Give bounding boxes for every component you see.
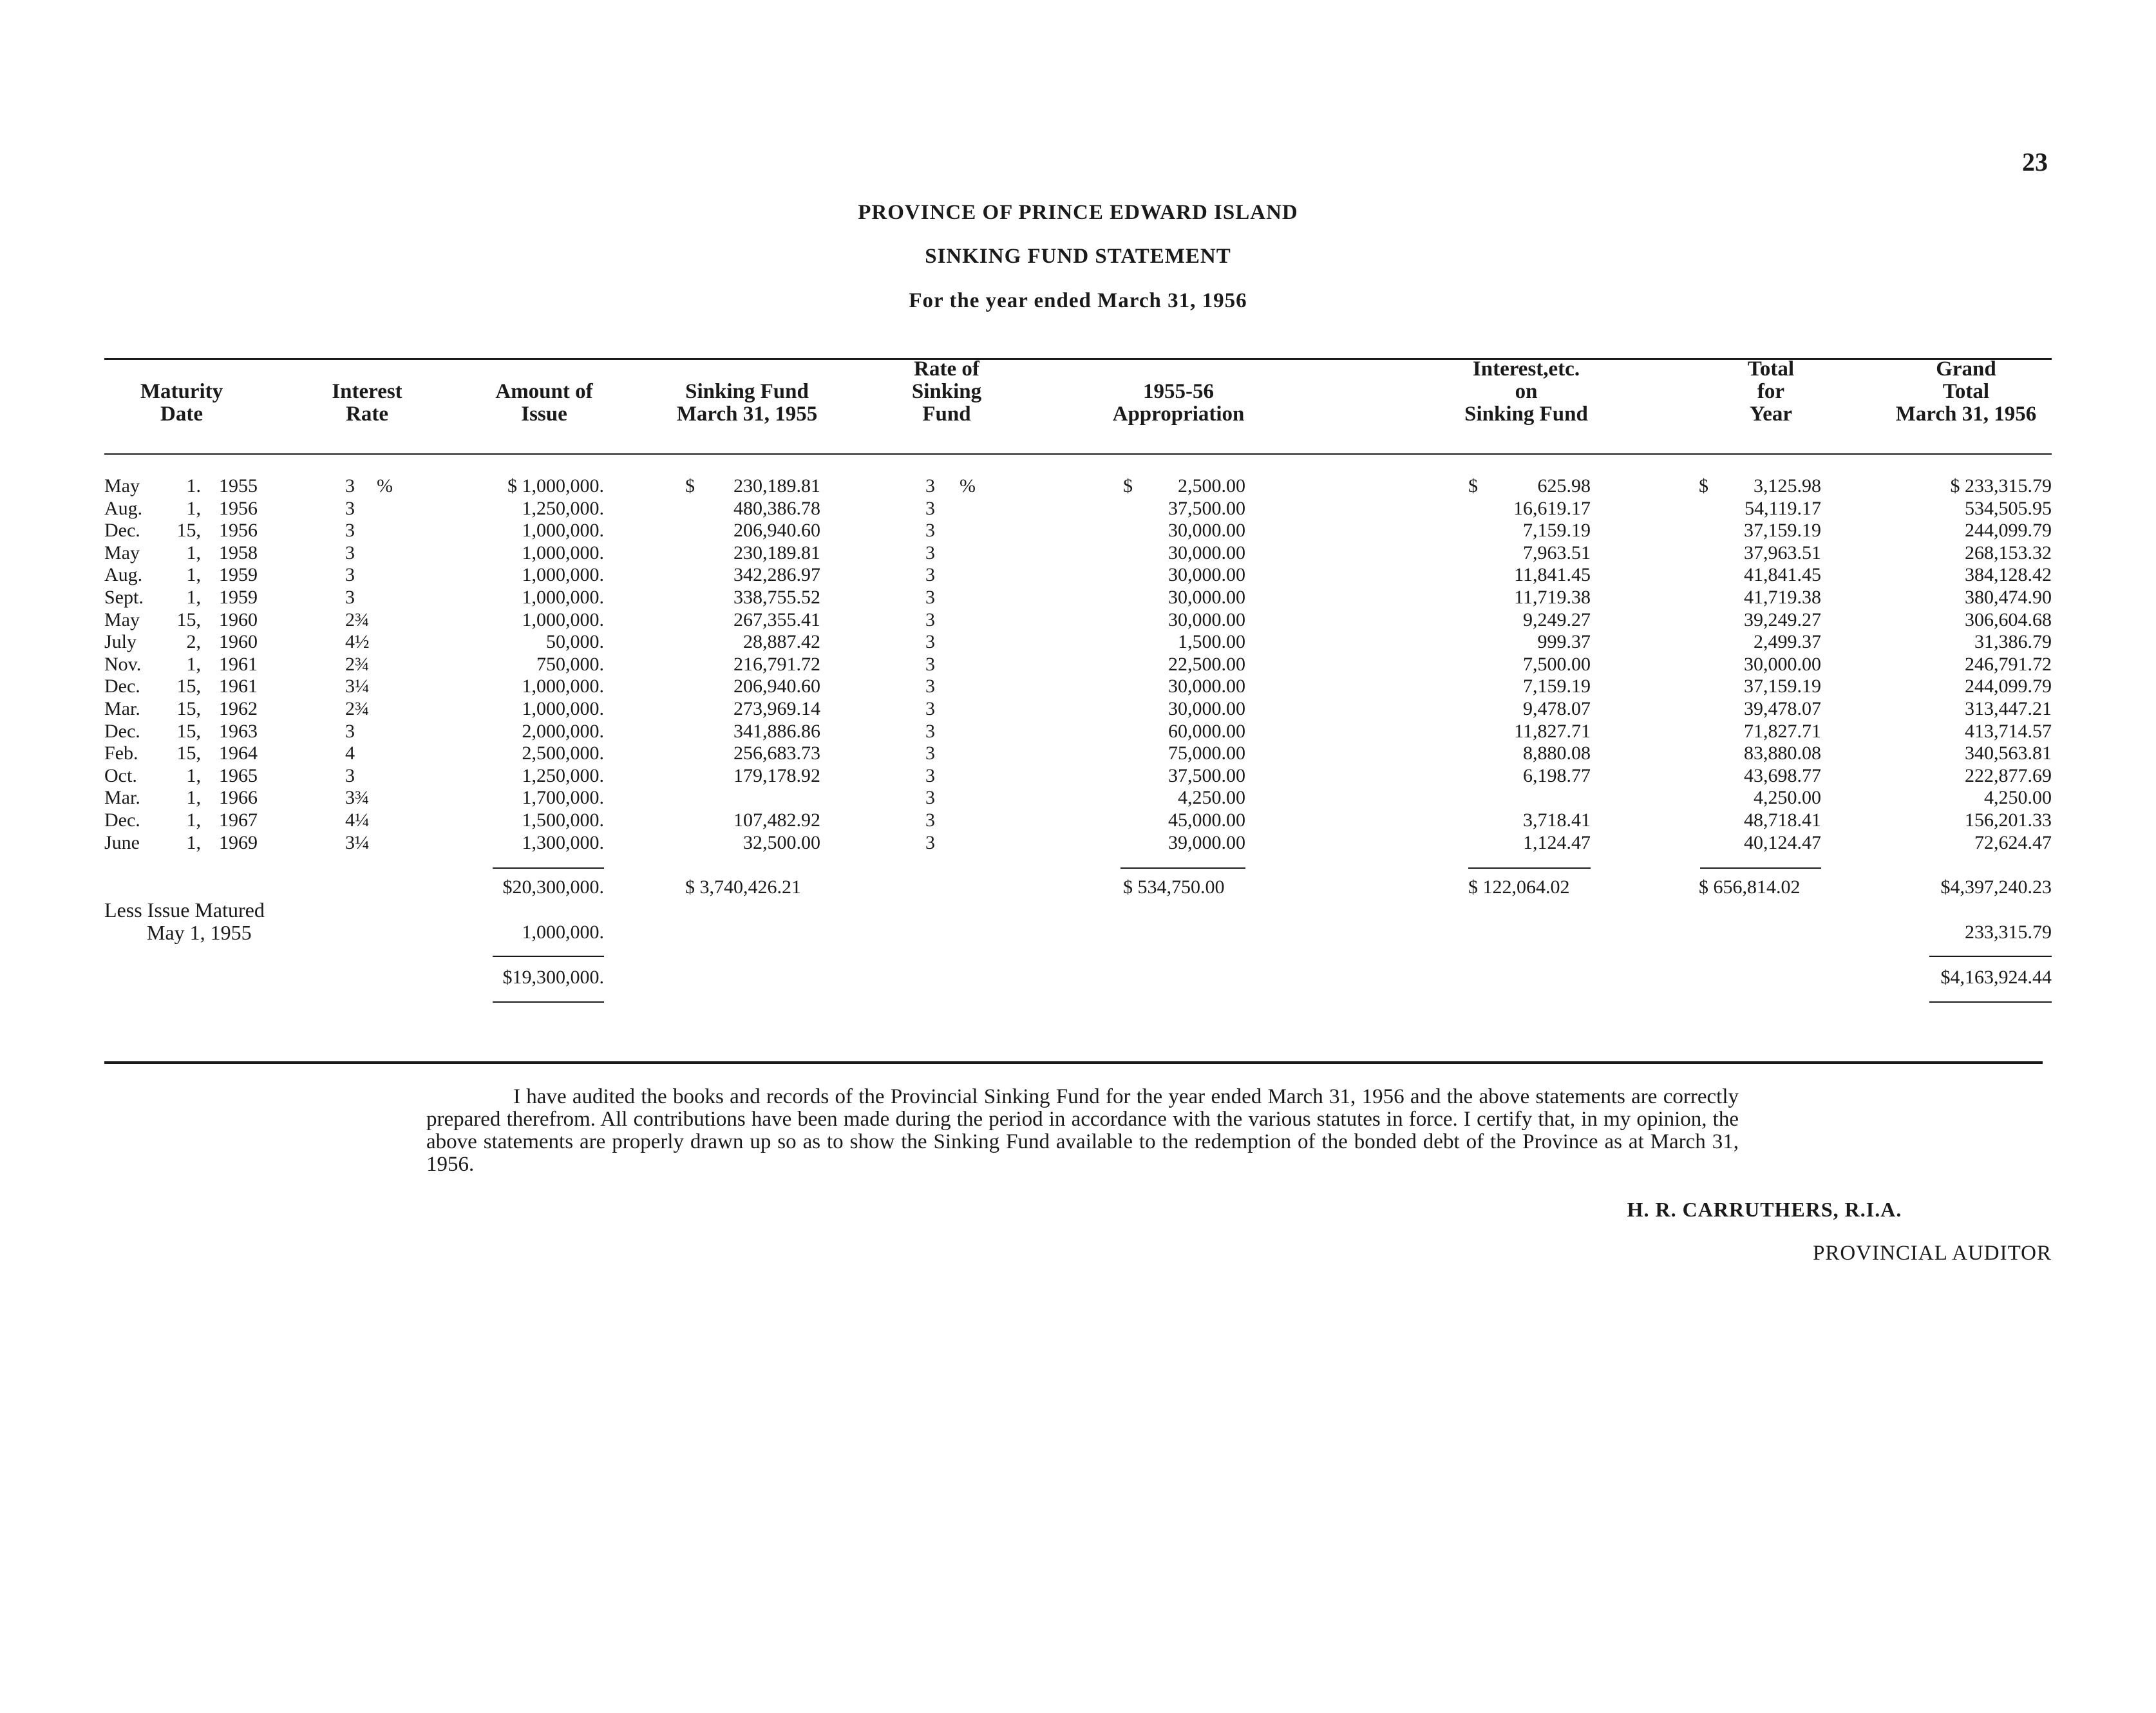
cell-amount: 1,700,000.: [522, 787, 604, 809]
interest-total-rule: [1468, 867, 1591, 869]
cell-day: 15,: [176, 720, 201, 742]
cell-rsf: 3: [925, 609, 935, 630]
cell-int: 7,159.19: [1523, 676, 1591, 697]
cell-year: 1963: [219, 720, 258, 742]
col-interest-on-sinking-fund: Interest,etc. on Sinking Fund: [1464, 357, 1588, 426]
cell-sf: 230,189.81: [733, 475, 820, 497]
cell-sf: 206,940.60: [733, 676, 820, 697]
cell-year: 1958: [219, 542, 258, 563]
net-amount-double-rule: [493, 1001, 604, 1003]
cell-int: 1,124.47: [1523, 831, 1591, 853]
page-number: 23: [2022, 147, 2048, 176]
cell-day: 1,: [186, 497, 201, 519]
cell-month: Mar.: [104, 698, 140, 719]
cell-rate: 3: [345, 720, 355, 742]
cell-rsf: 3: [925, 764, 935, 786]
auditor-title: PROVINCIAL AUDITOR: [1813, 1242, 2052, 1265]
cell-tot: 54,119.17: [1745, 497, 1821, 519]
certificate-text: I have audited the books and records of the Provincial Sinking Fund for the year ended March 31, 1956 and the above statements are correctly prepared therefrom. All contributions have been made during the period in accordance with the various statutes in force. I certify that, in my opinion, the above statements are properly drawn up so as to show the Sinking Fund available to the redemption of the bonded debt of the Province as at March 31, 1956.: [426, 1085, 1739, 1176]
col-maturity-date: Maturity Date: [140, 380, 223, 426]
total-appropriation: $ 534,750.00: [1123, 876, 1225, 898]
cell-sf: 480,386.78: [733, 497, 820, 519]
cell-sf: 216,791.72: [733, 653, 820, 675]
statement-title: SINKING FUND STATEMENT: [925, 245, 1231, 268]
cell-app: 30,000.00: [1168, 698, 1245, 719]
cell-sf: 206,940.60: [733, 520, 820, 542]
cell-app: 30,000.00: [1168, 676, 1245, 697]
cell-app-dollar: $: [1123, 475, 1133, 497]
cell-year: 1959: [219, 564, 258, 586]
cell-rsf: 3: [925, 809, 935, 831]
cell-gt: 244,099.79: [1965, 520, 2052, 542]
less-matured-amount: 1,000,000.: [522, 922, 604, 943]
less-matured-grand-total: 233,315.79: [1965, 922, 2052, 943]
cell-gt: 31,386.79: [1974, 631, 2052, 653]
net-grand-total: $4,163,924.44: [1940, 967, 2052, 988]
cell-app: 2,500.00: [1178, 475, 1245, 497]
year-total-rule: [1700, 867, 1821, 869]
cell-tot: 43,698.77: [1744, 764, 1821, 786]
cell-day: 1,: [186, 587, 201, 608]
cell-gt: 246,791.72: [1965, 653, 2052, 675]
period-subtitle: For the year ended March 31, 1956: [909, 289, 1247, 312]
cell-rate: 4: [345, 743, 355, 764]
cell-rsf: 3: [925, 743, 935, 764]
cell-amount: 1,000,000.: [522, 520, 604, 542]
cell-amount: 1,000,000.: [522, 676, 604, 697]
cell-int: 16,619.17: [1513, 497, 1591, 519]
cell-rate: 3: [345, 520, 355, 542]
cell-gt: 4,250.00: [1984, 787, 2052, 809]
less-matured-date: May 1, 1955: [147, 921, 252, 944]
net-grand-rule: [1929, 956, 2052, 957]
cell-gt: 72,624.47: [1974, 831, 2052, 853]
cell-rsf-pct: %: [960, 475, 976, 497]
cell-sf: 338,755.52: [733, 587, 820, 608]
cell-rate: 3¾: [345, 787, 370, 809]
col-total-for-year: Total for Year: [1747, 357, 1795, 426]
cell-sf: 341,886.86: [733, 720, 820, 742]
cell-int: 7,500.00: [1523, 653, 1591, 675]
cell-month: Dec.: [104, 520, 140, 542]
cell-rate: 3: [345, 542, 355, 563]
cell-rsf: 3: [925, 631, 935, 653]
cell-rate: 3: [345, 564, 355, 586]
cell-gt: 380,474.90: [1965, 587, 2052, 608]
cell-amount: 1,000,000.: [522, 587, 604, 608]
cell-month: Nov.: [104, 653, 142, 675]
cell-tot: 71,827.71: [1744, 720, 1821, 742]
cell-gt: $ 233,315.79: [1950, 475, 2052, 497]
cell-amount: 1,000,000.: [522, 542, 604, 563]
cell-month: Oct.: [104, 764, 137, 786]
cell-year: 1967: [219, 809, 258, 831]
cell-day: 15,: [176, 743, 201, 764]
cell-int: 7,963.51: [1523, 542, 1591, 563]
cell-app: 22,500.00: [1168, 653, 1245, 675]
cell-gt: 313,447.21: [1965, 698, 2052, 719]
less-matured-label: Less Issue Matured: [104, 898, 265, 922]
cell-tot: 39,249.27: [1744, 609, 1821, 630]
cell-amount: 1,300,000.: [522, 831, 604, 853]
cell-sf: 28,887.42: [743, 631, 820, 653]
cell-year: 1960: [219, 609, 258, 630]
cell-month: June: [104, 831, 140, 853]
cell-rsf: 3: [925, 698, 935, 719]
cell-rate: 3: [345, 587, 355, 608]
cell-year: 1956: [219, 497, 258, 519]
cell-month: Sept.: [104, 587, 144, 608]
cell-gt: 268,153.32: [1965, 542, 2052, 563]
cell-amount: 2,500,000.: [522, 743, 604, 764]
cell-tot: 37,159.19: [1744, 676, 1821, 697]
cell-gt: 413,714.57: [1965, 720, 2052, 742]
cell-year: 1956: [219, 520, 258, 542]
cell-tot: 37,963.51: [1744, 542, 1821, 563]
cell-gt: 222,877.69: [1965, 764, 2052, 786]
cell-rsf: 3: [925, 653, 935, 675]
cell-app: 1,500.00: [1178, 631, 1245, 653]
cell-amount: 1,000,000.: [522, 609, 604, 630]
cell-day: 1,: [186, 764, 201, 786]
cell-month: Dec.: [104, 676, 140, 697]
cell-month: Aug.: [104, 564, 143, 586]
cell-sf: 342,286.97: [733, 564, 820, 586]
cell-tot: 3,125.98: [1754, 475, 1821, 497]
auditor-name: H. R. CARRUTHERS, R.I.A.: [1627, 1198, 1902, 1221]
cell-month: Mar.: [104, 787, 140, 809]
cell-amount: 2,000,000.: [522, 720, 604, 742]
total-interest: $ 122,064.02: [1468, 876, 1570, 898]
cell-sf: 32,500.00: [743, 831, 820, 853]
cell-year: 1964: [219, 743, 258, 764]
cell-gt: 384,128.42: [1965, 564, 2052, 586]
net-amount: $19,300,000.: [502, 967, 604, 988]
cell-rsf: 3: [925, 787, 935, 809]
cell-sf: 179,178.92: [733, 764, 820, 786]
cell-int: 3,718.41: [1523, 809, 1591, 831]
cell-rate: 2¾: [345, 698, 370, 719]
cell-day: 1,: [186, 564, 201, 586]
cell-tot: 39,478.07: [1744, 698, 1821, 719]
cell-rate: 3: [345, 475, 355, 497]
total-amount: $20,300,000.: [502, 876, 604, 898]
cell-rsf: 3: [925, 520, 935, 542]
cell-tot: 37,159.19: [1744, 520, 1821, 542]
cell-rate: 3¼: [345, 676, 370, 697]
cell-rate: 3: [345, 764, 355, 786]
col-rate-of-sinking-fund: Rate of Sinking Fund: [911, 357, 982, 426]
col-interest-rate: Interest Rate: [332, 380, 402, 426]
cell-int: 7,159.19: [1523, 520, 1591, 542]
cell-year: 1962: [219, 698, 258, 719]
cell-year: 1965: [219, 764, 258, 786]
cell-rsf: 3: [925, 497, 935, 519]
cell-gt: 340,563.81: [1965, 743, 2052, 764]
cell-int: 8,880.08: [1523, 743, 1591, 764]
cell-amount: 1,000,000.: [522, 564, 604, 586]
amount-total-rule: [493, 867, 604, 869]
cell-tot: 48,718.41: [1744, 809, 1821, 831]
cell-month: Feb.: [104, 743, 138, 764]
cell-rsf: 3: [925, 542, 935, 563]
cell-amount: $ 1,000,000.: [507, 475, 604, 497]
cell-rsf: 3: [925, 831, 935, 853]
cell-month: May: [104, 475, 140, 497]
cell-amount: 1,500,000.: [522, 809, 604, 831]
cell-rate: 2¾: [345, 653, 370, 675]
cell-day: 1,: [186, 809, 201, 831]
cell-year: 1969: [219, 831, 258, 853]
cell-rate-pct: %: [377, 475, 393, 497]
cell-day: 2,: [186, 631, 201, 653]
province-title: PROVINCE OF PRINCE EDWARD ISLAND: [858, 201, 1298, 224]
cell-month: July: [104, 631, 137, 653]
cell-int: 999.37: [1537, 631, 1591, 653]
cell-tot-dollar: $: [1699, 475, 1708, 497]
cell-sf: 230,189.81: [733, 542, 820, 563]
cell-year: 1960: [219, 631, 258, 653]
cell-rsf: 3: [925, 564, 935, 586]
cell-sf: 267,355.41: [733, 609, 820, 630]
cell-tot: 83,880.08: [1744, 743, 1821, 764]
cell-day: 1.: [186, 475, 201, 497]
col-amount-of-issue: Amount of Issue: [495, 380, 593, 426]
col-appropriation: 1955-56 Appropriation: [1112, 380, 1245, 426]
cell-amount: 1,000,000.: [522, 698, 604, 719]
cell-amount: 50,000.: [546, 631, 604, 653]
audit-certificate: [426, 1086, 1739, 1176]
cell-int: 11,719.38: [1514, 587, 1591, 608]
cell-gt: 534,505.95: [1965, 497, 2052, 519]
cell-month: May: [104, 542, 140, 563]
cell-sf-dollar: $: [685, 475, 695, 497]
cell-int: 9,249.27: [1523, 609, 1591, 630]
cell-day: 1,: [186, 831, 201, 853]
cell-app: 30,000.00: [1168, 609, 1245, 630]
cell-tot: 2,499.37: [1754, 631, 1821, 653]
cell-year: 1959: [219, 587, 258, 608]
cell-month: Dec.: [104, 720, 140, 742]
cell-rate: 4¼: [345, 809, 370, 831]
cell-day: 1,: [186, 653, 201, 675]
cell-amount: 750,000.: [536, 653, 604, 675]
section-divider: [104, 1061, 2043, 1064]
appropriation-total-rule: [1121, 867, 1245, 869]
cell-int: 11,841.45: [1514, 564, 1591, 586]
cell-app: 45,000.00: [1168, 809, 1245, 831]
cell-tot: 41,719.38: [1744, 587, 1821, 608]
cell-year: 1961: [219, 653, 258, 675]
cell-tot: 41,841.45: [1744, 564, 1821, 586]
cell-app: 4,250.00: [1178, 787, 1245, 809]
col-grand-total: Grand Total March 31, 1956: [1895, 357, 2037, 426]
cell-int: 6,198.77: [1523, 764, 1591, 786]
cell-app: 30,000.00: [1168, 587, 1245, 608]
cell-app: 75,000.00: [1168, 743, 1245, 764]
cell-int-dollar: $: [1468, 475, 1478, 497]
total-sinking-fund: $ 3,740,426.21: [685, 876, 801, 898]
cell-year: 1961: [219, 676, 258, 697]
cell-int: 9,478.07: [1523, 698, 1591, 719]
cell-year: 1966: [219, 787, 258, 809]
cell-day: 15,: [176, 609, 201, 630]
cell-app: 39,000.00: [1168, 831, 1245, 853]
total-grand: $4,397,240.23: [1940, 876, 2052, 898]
cell-rsf: 3: [925, 587, 935, 608]
cell-app: 37,500.00: [1168, 497, 1245, 519]
cell-sf: 256,683.73: [733, 743, 820, 764]
cell-gt: 156,201.33: [1965, 809, 2052, 831]
cell-amount: 1,250,000.: [522, 497, 604, 519]
cell-day: 15,: [176, 520, 201, 542]
cell-rsf: 3: [925, 720, 935, 742]
cell-gt: 244,099.79: [1965, 676, 2052, 697]
cell-rate: 4½: [345, 631, 370, 653]
cell-int: 625.98: [1537, 475, 1591, 497]
cell-rate: 3¼: [345, 831, 370, 853]
cell-month: May: [104, 609, 140, 630]
cell-month: Dec.: [104, 809, 140, 831]
cell-rsf: 3: [925, 676, 935, 697]
cell-app: 30,000.00: [1168, 564, 1245, 586]
cell-amount: 1,250,000.: [522, 764, 604, 786]
cell-year: 1955: [219, 475, 258, 497]
cell-rate: 2¾: [345, 609, 370, 630]
cell-sf: 107,482.92: [733, 809, 820, 831]
cell-gt: 306,604.68: [1965, 609, 2052, 630]
net-amount-rule: [493, 956, 604, 957]
cell-tot: 4,250.00: [1754, 787, 1821, 809]
cell-rsf: 3: [925, 475, 935, 497]
cell-day: 1,: [186, 787, 201, 809]
cell-rate: 3: [345, 497, 355, 519]
cell-day: 15,: [176, 676, 201, 697]
header-bottom-rule: [104, 453, 2052, 455]
cell-app: 30,000.00: [1168, 520, 1245, 542]
cell-tot: 30,000.00: [1744, 653, 1821, 675]
cell-app: 37,500.00: [1168, 764, 1245, 786]
cell-app: 30,000.00: [1168, 542, 1245, 563]
cell-app: 60,000.00: [1168, 720, 1245, 742]
col-sinking-fund-1955: Sinking Fund March 31, 1955: [676, 380, 818, 426]
cell-day: 1,: [186, 542, 201, 563]
net-grand-double-rule: [1929, 1001, 2052, 1003]
cell-int: 11,827.71: [1514, 720, 1591, 742]
cell-month: Aug.: [104, 497, 143, 519]
cell-day: 15,: [176, 698, 201, 719]
total-for-year: $ 656,814.02: [1699, 876, 1801, 898]
cell-tot: 40,124.47: [1744, 831, 1821, 853]
cell-sf: 273,969.14: [733, 698, 820, 719]
